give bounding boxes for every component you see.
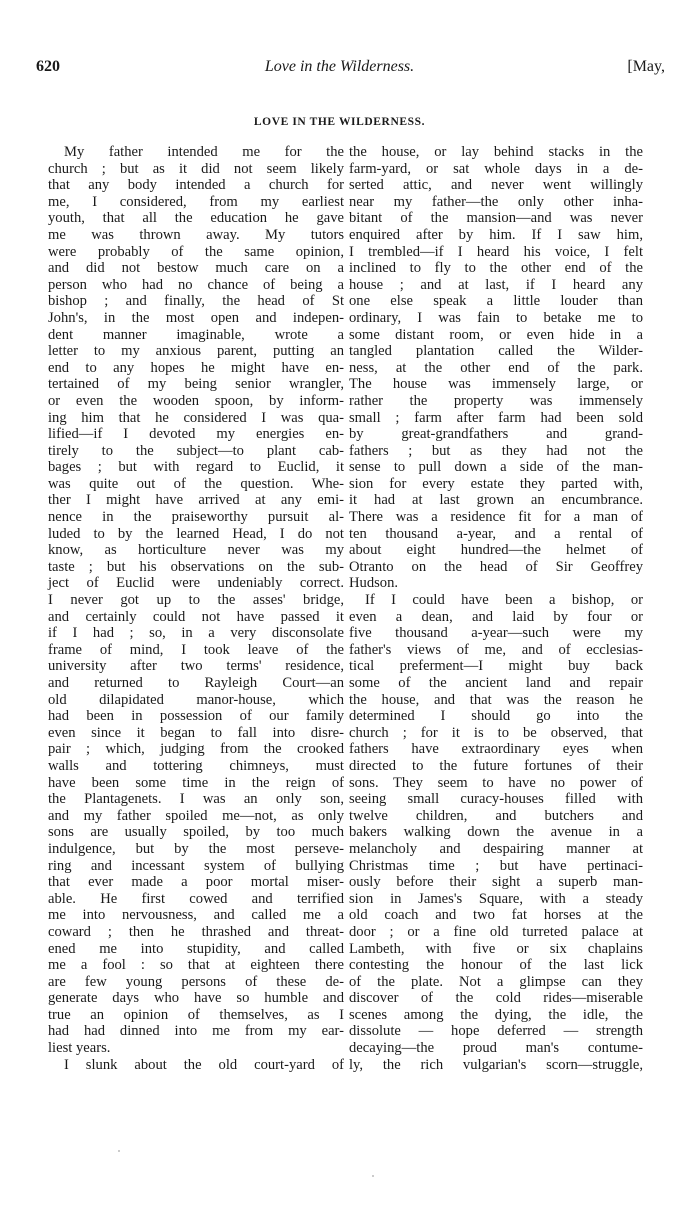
text-line: even since it began to fall into disre-	[48, 724, 344, 741]
text-line: Christmas time ; but have pertinaci-	[349, 857, 643, 874]
text-line: I slunk about the old court-yard of	[64, 1056, 344, 1073]
text-line: ened me into stupidity, and called	[48, 940, 344, 957]
text-line: fathers ; but as they had not the	[349, 442, 643, 459]
text-line: the house, and that was the reason he	[349, 691, 643, 708]
text-line: farm-yard, or sat whole days in a de-	[349, 160, 643, 177]
text-line: sons. They seem to have no power of	[349, 774, 643, 791]
text-line: by great-grandfathers and grand-	[349, 426, 643, 443]
text-line: tical preferment—I might buy back	[349, 658, 643, 675]
text-line: me a fool : so that at eighteen there	[48, 957, 344, 974]
text-line: Lambeth, with five or six chaplains	[349, 940, 643, 957]
text-line: youth, that all the education he gave	[48, 210, 344, 227]
running-month: [May,	[627, 58, 665, 75]
text-line: scenes among the dying, the idle, the	[349, 1006, 643, 1023]
text-line: fathers have extraordinary eyes when	[349, 741, 643, 758]
text-line: know, as horticulture never was my	[48, 542, 344, 559]
text-line: some of the ancient land and repair	[349, 675, 643, 691]
text-line: ten thousand a-year, and a rental of	[349, 525, 643, 542]
text-line: directed to the future fortunes of their	[349, 757, 643, 774]
text-line: indulgence, but by the most perseve-	[48, 840, 344, 857]
text-line: about eight hundred—the helmet of	[349, 542, 643, 559]
text-line: determined I should go into the	[349, 708, 643, 725]
text-line: dissolute — hope deferred — strength	[349, 1023, 643, 1040]
text-line: bishop ; and finally, the head of St	[48, 293, 344, 310]
text-column-right	[349, 144, 643, 1073]
text-line: luded to by the learned Head, I do not	[48, 525, 344, 542]
text-line: pair ; which, judging from the crooked	[48, 741, 344, 758]
text-line: the Plantagenets. I was an only son,	[48, 791, 344, 808]
text-line: of the plate. Not a glimpse can they	[349, 973, 643, 990]
text-line: ther I might have arrived at any emi-	[48, 492, 344, 509]
text-line: father's views of me, and of ecclesias-	[349, 641, 643, 658]
text-line: church ; but as it did not seem likely	[48, 160, 344, 177]
text-line: twelve children, and butchers and	[349, 807, 643, 824]
text-line: old coach and two fat horses at the	[349, 907, 643, 924]
text-line: university after two terms' residence,	[48, 658, 344, 675]
text-line: was quite out of the question. Whe-	[48, 475, 344, 492]
text-line: lified—if I devoted my energies en-	[48, 426, 344, 443]
text-line: the house, or lay behind stacks in the	[349, 144, 643, 160]
text-line: taste ; but his observations on the sub-	[48, 558, 344, 575]
text-line: had had dinned into me from my ear-	[48, 1023, 344, 1040]
text-line: nence in the praiseworthy pursuit al-	[48, 509, 344, 526]
text-line: near my father—the only other inha-	[349, 193, 643, 210]
text-line: The house was immensely large, or	[349, 376, 643, 393]
text-line: door ; or a fine old turreted palace at	[349, 923, 643, 940]
text-line: liest years.	[48, 1040, 111, 1057]
text-line: John's, in the most open and indepen-	[48, 309, 344, 326]
text-line: had been in possession of our family	[48, 708, 344, 725]
text-line: that any body intended a church for	[48, 177, 344, 194]
text-line: sons are usually spoiled, by too much	[48, 824, 344, 841]
text-line: ring and incessant system of bullying	[48, 857, 344, 874]
text-line: five thousand a-year—such were my	[349, 625, 643, 642]
text-line: ordinary, I was fain to betake me to	[349, 309, 643, 326]
text-line: me, I considered, from my earliest	[48, 193, 344, 210]
text-line: small ; farm after farm had been sold	[349, 409, 643, 426]
text-line: able. He first cowed and terrified	[48, 890, 344, 907]
text-line: and my father spoiled me—not, as only	[48, 807, 344, 824]
text-line: end to any hopes he might have en-	[48, 359, 344, 376]
text-line: There was a residence fit for a man of	[349, 509, 643, 526]
text-line: generate days who have so humble and	[48, 990, 344, 1007]
text-line: ness, at the other end of the park.	[349, 359, 643, 376]
text-line: decaying—the proud man's contume-	[349, 1040, 643, 1057]
text-column-left	[48, 144, 344, 1073]
scan-speck	[118, 1150, 120, 1152]
text-line: sense to pull down a side of the man-	[349, 459, 643, 476]
text-line: it had at last grown an encumbrance.	[349, 492, 643, 509]
text-line: walls and tottering chimneys, must	[48, 757, 344, 774]
text-line: bakers walking down the avenue in a	[349, 824, 643, 841]
text-line: bages ; but with regard to Euclid, it	[48, 459, 344, 476]
text-line: ously before their sight a superb man-	[349, 874, 643, 891]
text-line: and returned to Rayleigh Court—an	[48, 675, 344, 691]
text-line: house ; and at last, if I heard any	[349, 276, 643, 293]
text-line: Hudson.	[349, 575, 399, 592]
text-line: serted attic, and never went willingly	[349, 177, 643, 194]
text-line: have been some time in the reign of	[48, 774, 344, 791]
text-line: inclined to fly to the other end of the	[349, 260, 643, 277]
text-line: If I could have been a bishop, or	[365, 592, 643, 609]
text-line: some distant room, or even hide in a	[349, 326, 643, 343]
text-line: coward ; then he thrashed and threat-	[48, 923, 344, 940]
text-line: that ever made a poor mortal miser-	[48, 874, 344, 891]
text-line: melancholy and despairing manner at	[349, 840, 643, 857]
article-title: LOVE IN THE WILDERNESS.	[253, 116, 426, 128]
text-line: sion in James's Square, with a steady	[349, 890, 643, 907]
text-line: I never got up to the asses' bridge,	[48, 592, 344, 609]
text-line: dent manner imaginable, wrote a	[48, 326, 344, 343]
text-line: letter to my anxious parent, putting an	[48, 343, 344, 360]
text-line: frame of mind, I took leave of the	[48, 641, 344, 658]
running-title: Love in the Wilderness.	[264, 58, 415, 75]
text-line: rather the property was immensely	[349, 392, 643, 409]
text-line: or even the wooden spoon, by inform-	[48, 392, 344, 409]
text-line: Otranto on the head of Sir Geoffrey	[349, 558, 643, 575]
text-line: I trembled—if I heard his voice, I felt	[349, 243, 643, 260]
text-line: true an opinion of themselves, as I	[48, 1006, 344, 1023]
text-line: tangled plantation called the Wilder-	[349, 343, 643, 360]
scan-speck	[372, 1175, 374, 1177]
text-line: ly, the rich vulgarian's scorn—struggle,	[349, 1056, 643, 1073]
text-line: one else speak a little louder than	[349, 293, 643, 310]
text-line: me was thrown away. My tutors	[48, 226, 344, 243]
text-line: sion for every estate they parted with,	[349, 475, 643, 492]
text-line: My father intended me for the	[64, 144, 344, 160]
text-line: discover of the cold rides—miserable	[349, 990, 643, 1007]
text-line: if I had ; so, in a very disconsolate	[48, 625, 344, 642]
text-line: old dilapidated manor-house, which	[48, 691, 344, 708]
text-line: tertained of my being senior wrangler,	[48, 376, 344, 393]
text-line: seeing small curacy-houses filled with	[349, 791, 643, 808]
text-line: me into nervousness, and called me a	[48, 907, 344, 924]
text-line: enquired after by him. If I saw him,	[349, 226, 643, 243]
text-line: are few young persons of these de-	[48, 973, 344, 990]
text-line: even a dean, and laid by four or	[349, 608, 643, 625]
text-line: tirely to the subject—to plant cab-	[48, 442, 344, 459]
text-line: contesting the honour of the last lick	[349, 957, 643, 974]
page-number: 620	[36, 58, 60, 75]
text-line: were probably of the same opinion,	[48, 243, 344, 260]
text-line: and did not bestow much care on a	[48, 260, 344, 277]
text-line: church ; for it is to be observed, that	[349, 724, 643, 741]
text-line: and certainly could not have passed it	[48, 608, 344, 625]
text-line: ing him that he considered I was qua-	[48, 409, 344, 426]
text-line: person who had no chance of being a	[48, 276, 344, 293]
text-line: ject of Euclid were undeniably correct.	[48, 575, 344, 592]
text-line: bitant of the mansion—and was never	[349, 210, 643, 227]
